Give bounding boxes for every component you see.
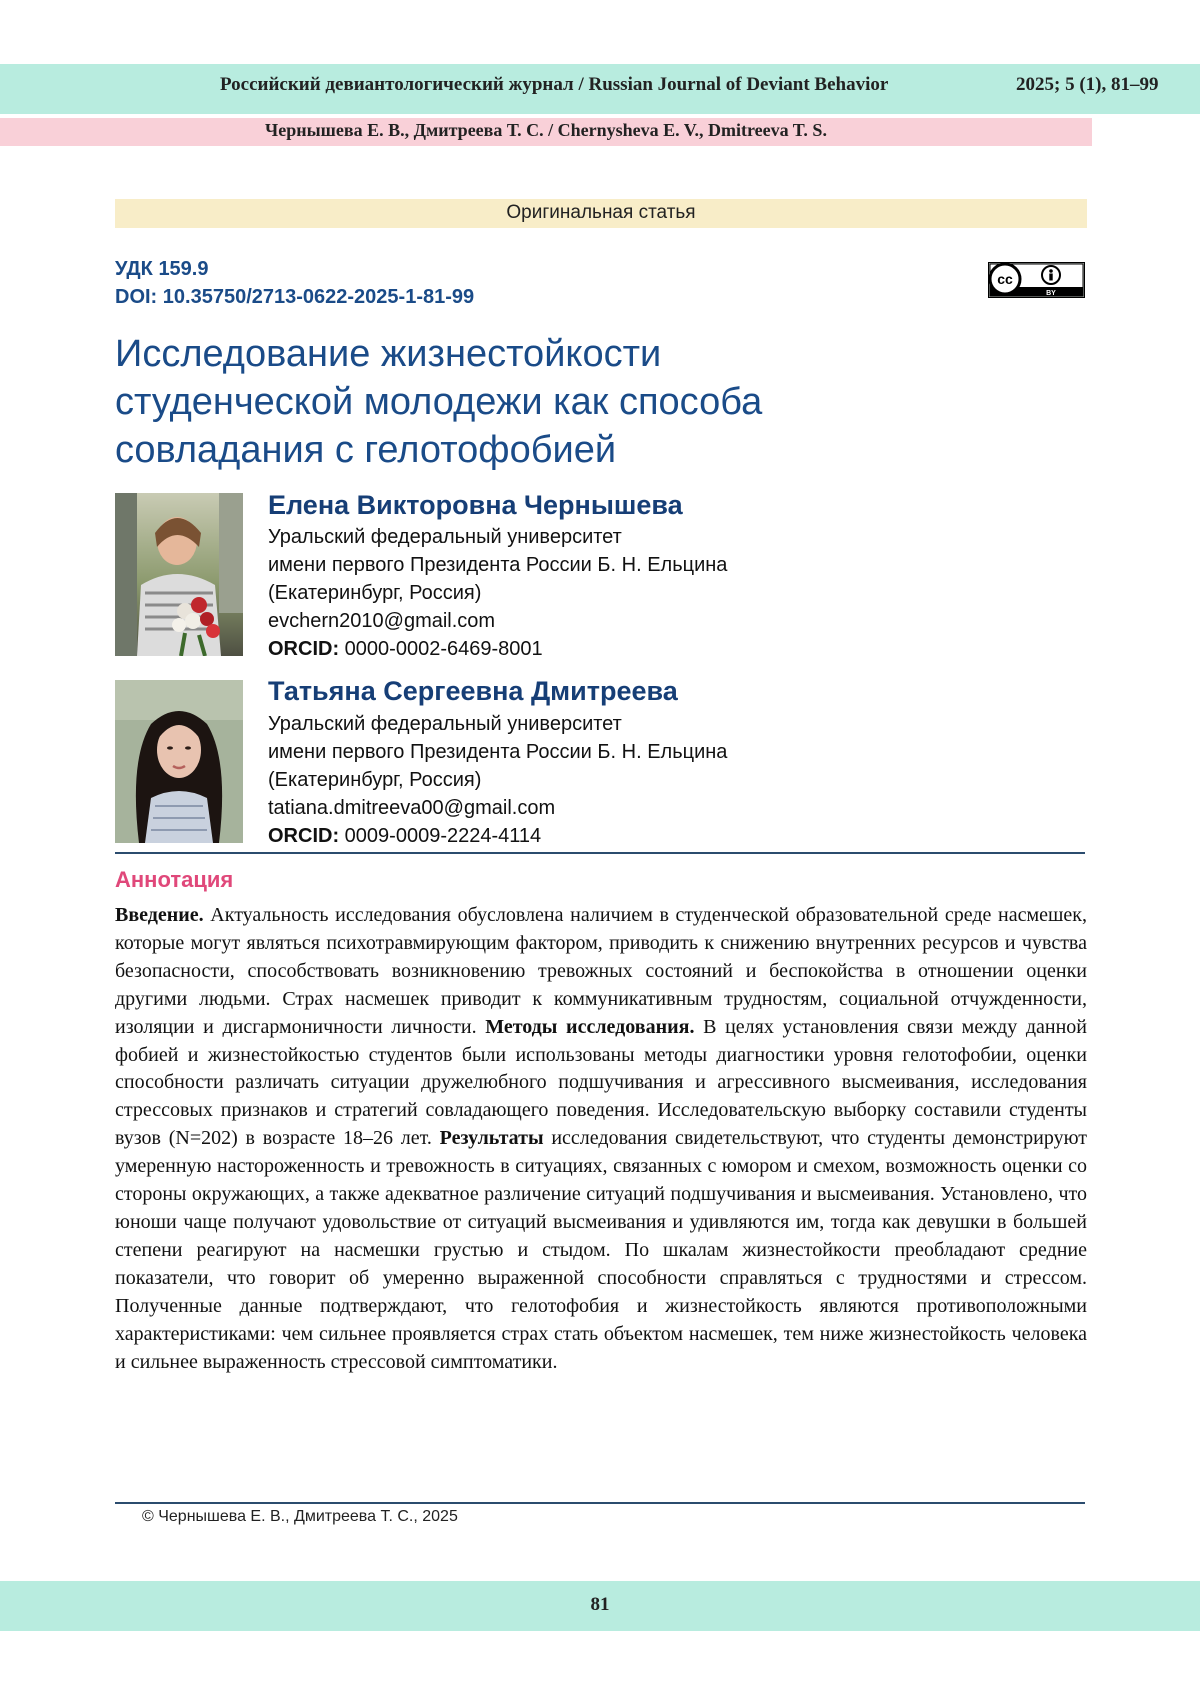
udk: УДК 159.9 (115, 258, 209, 280)
orcid-label: ORCID: (268, 825, 340, 847)
author-city: (Екатеринбург, Россия) (268, 582, 482, 604)
author-photo-1 (115, 493, 243, 656)
issue-info: 2025; 5 (1), 81–99 (1016, 74, 1159, 95)
author-photo-2 (115, 680, 243, 843)
title-line: студенческой молодежи как способа (115, 381, 763, 423)
author-email[interactable]: tatiana.dmitreeva00@gmail.com (268, 797, 556, 819)
affiliation-line: имени первого Президента России Б. Н. Ельцина (268, 741, 728, 763)
title-line: совладания с гелотофобией (115, 429, 617, 471)
affiliation-line: Уральский федеральный университет (268, 713, 622, 735)
orcid-label: ORCID: (268, 638, 340, 660)
intro-label: Введение. (115, 904, 204, 926)
author-name-2: Татьяна Сергеевна Дмитреева (268, 676, 678, 706)
affiliation-line: имени первого Президента России Б. Н. Ельцина (268, 554, 728, 576)
cc-by-license-icon[interactable] (988, 262, 1085, 298)
affiliation-line: Уральский федеральный университет (268, 526, 622, 548)
journal-title: Российский девиантологический журнал / Russian Journal of Deviant Behavior (220, 74, 889, 95)
article-type: Оригинальная статья (506, 202, 696, 223)
author-city: (Екатеринбург, Россия) (268, 769, 482, 791)
running-authors: Чернышева Е. В., Дмитреева Т. С. / Chernysheva E. V., Dmitreeva T. S. (265, 120, 827, 140)
copyright: © Чернышева Е. В., Дмитреева Т. С., 2025 (142, 1508, 458, 1525)
cc-text: cc (997, 271, 1013, 287)
article-title (115, 330, 995, 474)
by-text: BY (1046, 290, 1056, 297)
results-text: исследования свидетельствуют, что студенты демонстрируют умеренную настороженность и тревожность в ситуациях, связанных с юмором и смехом, возможность оценки со стороны окружающих, а также адекватное различение ситуаций подшучивания и высмеивания. Установлено, что юноши чаще получают удовольствие от ситуаций высмеивания и удивляются им, тогда как девушки в большей степени реагируют на насмешки грустью и стыдом. По шкалам жизнестойкости преобладают средние показатели, что говорит об умеренно выраженной способности справляться с трудностями и стрессом. Полученные данные подтверждают, что гелотофобия и жизнестойкость являются противоположными характеристиками: чем сильнее проявляется страх стать объектом насмешек, тем ниже жизнестойкость человека и сильнее выраженность стрессовой симптоматики. (115, 1127, 1087, 1373)
author-orcid[interactable] (268, 822, 727, 850)
intro-text: Актуальность исследования обусловлена наличием в студенческой образовательной среде насмешек, которые могут являться психотравмирующим фактором, приводить к снижению внутренних ресурсов и чувства безопасности, способствовать возникновению тревожных состояний и беспокойства в отношении оценки другими людьми. Страх насмешек приводит к коммуникативным трудностям, социальной отчужденности, изоляции и дисгармоничности личности. (115, 904, 1087, 1038)
author-affiliation-1 (268, 523, 727, 663)
author-email[interactable]: evchern2010@gmail.com (268, 610, 496, 632)
results-label: Результаты (439, 1127, 544, 1150)
orcid-value[interactable]: 0009-0009-2224-4114 (344, 825, 542, 847)
orcid-value[interactable]: 0000-0002-6469-8001 (344, 638, 543, 660)
abstract-heading: Аннотация (115, 867, 234, 892)
title-line: Исследование жизнестойкости (115, 333, 662, 375)
methods-text: В целях установления связи между данной фобией и жизнестойкостью студентов были использованы методы диагностики уровня гелотофобии, оценки способности различать ситуации дружелюбного подшучивания и агрессивного высмеивания, исследования стрессовых признаков и стратегий совладающего поведения. Исследовательскую выборку составили студенты вузов (N=202) в возрасте 18–26 лет. (115, 1015, 1088, 1150)
author-name-1: Елена Викторовна Чернышева (268, 490, 683, 520)
page-number: 81 (590, 1594, 610, 1615)
methods-label: Методы исследования. (485, 1015, 695, 1038)
abstract-text (115, 902, 1087, 1376)
author-orcid[interactable] (268, 635, 727, 663)
doi[interactable]: DOI: 10.35750/2713-0622-2025-1-81-99 (115, 286, 475, 308)
author-affiliation-2 (268, 710, 727, 850)
footer-divider (115, 1502, 1085, 1504)
section-divider (115, 852, 1085, 854)
